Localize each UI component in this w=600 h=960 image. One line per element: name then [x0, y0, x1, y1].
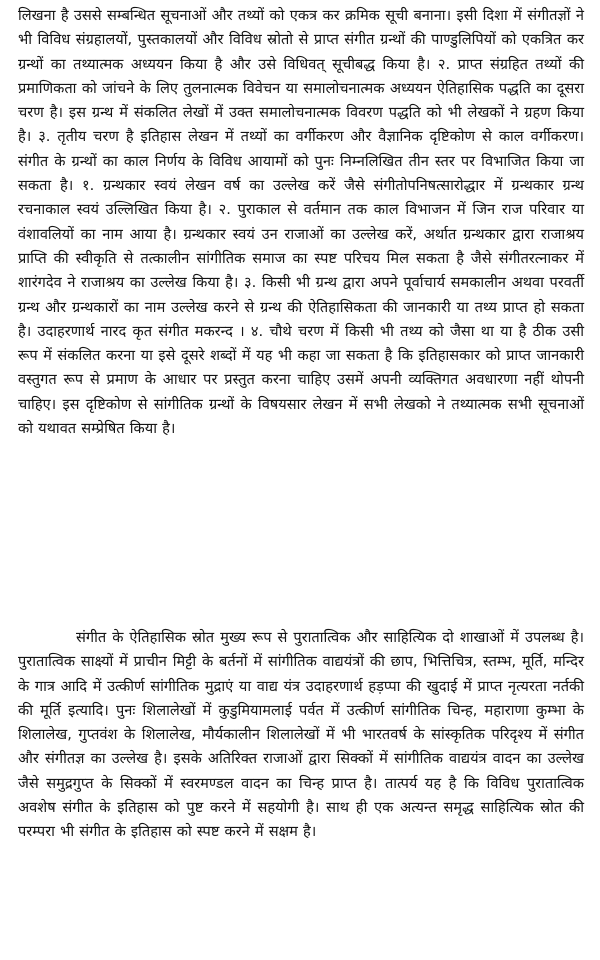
body-paragraph-1: लिखना है उससे सम्बन्धित सूचनाओं और तथ्यों को एकत्र कर क्रमिक सूची बनाना। इसी दिशा में संगीतज्ञों ने भी विविध संग्रहालयों, पुस्तकालयों और विविध स्रोतो से प्राप्त संगीत ग्रन्थों की पाण्डुलिपियों को एकत्रित कर ग्रन्थों का तथ्यात्मक अध्ययन किया है और उसे विधिवत् सूचीबद्ध किया है। २. प्राप्त संग्रहित तथ्यों की प्रमाणिकता को जांचने के लिए तुलनात्मक विवेचन या समालोचनात्मक अध्ययन ऐतिहासिक पद्धति का दूसरा चरण है। इस ग्रन्थ में संकलित लेखों में उक्त समालोचनात्मक विवरण पद्धति को भी लेखकों ने ग्रहण किया है। ३. तृतीय चरण है इतिहास लेखन में तथ्यों का वर्गीकरण और वैज्ञानिक दृष्टिकोण से काल वर्गीकरण। संगीत के ग्रन्थों का काल निर्णय के विविध आयामों को पुनः निम्नलिखित तीन स्तर पर विभाजित किया जा सकता है। १. ग्रन्थकार स्वयं लेखन वर्ष का उल्लेख करें जैसे संगीतोपनिषत्सारोद्धार में ग्रन्थकार ग्रन्थ रचनाकाल स्वयं उल्लिखित किया है। २. पुराकाल से वर्तमान तक काल विभाजन में जिन राज परिवार या वंशावलियों का नाम आया है। ग्रन्थकार स्वयं उन राजाओं का उल्लेख करें, अर्थात ग्रन्थकार द्वारा राजाश्रय प्राप्ति की स्वीकृति से तत्कालीन सांगीतिक समाज का स्पष्ट परिचय मिल सकता है जैसे संगीतरत्नाकर में शारंगदेव ने राजाश्रय का उल्लेख किया है। ३. किसी भी ग्रन्थ द्वारा अपने पूर्वाचार्य समकालीन अथवा परवर्ती ग्रन्थ और ग्रन्थकारों का नाम उल्लेख करने से ग्रन्थ की ऐतिहासिकता की जानकारी या तथ्य प्राप्त हो सकता है। उदाहरणार्थ नारद कृत संगीत मकरन्द । ४. चौथे चरण में किसी भी तथ्य को जैसा था या है ठीक उसी रूप में संकलित करना या इसे दूसरे शब्दों में यह भी कहा जा सकता है कि इतिहासकार को प्राप्त जानकारी वस्तुगत रूप से प्रमाण के आधार पर प्रस्तुत करना चाहिए उसमें अपनी व्यक्तिगत अवधारणा नहीं थोपनी चाहिए। इस दृष्टिकोण से सांगीतिक ग्रन्थों के विषयसार लेखन में सभी लेखको ने तथ्यात्मक सभी सूचनाओं को यथावत सम्प्रेषित किया है। — [18, 7, 584, 438]
body-paragraph-2: संगीत के ऐतिहासिक स्रोत मुख्य रूप से पुरातात्विक और साहित्यिक दो शाखाओं में उपलब्ध है। पुरातात्विक साक्ष्यों में प्राचीन मिट्टी के बर्तनों में सांगीतिक वाद्ययंत्रों की छाप, भित्तिचित्र, स्तम्भ, मूर्ति, मन्दिर के गात्र आदि में उत्कीर्ण सांगीतिक मुद्राएं या वाद्य यंत्र उदाहरणार्थ हड़प्पा की खुदाई में प्राप्त नृत्यरता नर्तकी की मूर्ति इत्यादि। पुनः शिलालेखों में कुडुमियामलाई पर्वत में उत्कीर्ण सांगीतिक चिन्ह, महाराणा कुम्भा के शिलालेख, गुप्तवंश के शिलालेख, मौर्यकालीन शिलालेखों में भी भारतवर्ष के सांस्कृतिक परिदृश्य में संगीत और संगीतज्ञ का उल्लेख है। इसके अतिरिक्त राजाओं द्वारा सिक्कों में सांगीतिक वाद्ययंत्र वादन का उल्लेख जैसे समुद्रगुप्त के सिक्कों में स्वरमण्डल वादन का चिन्ह प्राप्त है। तात्पर्य यह है कि विविध पुरातात्विक अवशेष संगीत के इतिहास को पुष्ट करने में सहयोगी है। साथ ही एक अत्यन्त समृद्ध साहित्यिक स्रोत की परम्परा भी संगीत के इतिहास को स्पष्ट करने में सक्षम है। — [18, 629, 584, 841]
